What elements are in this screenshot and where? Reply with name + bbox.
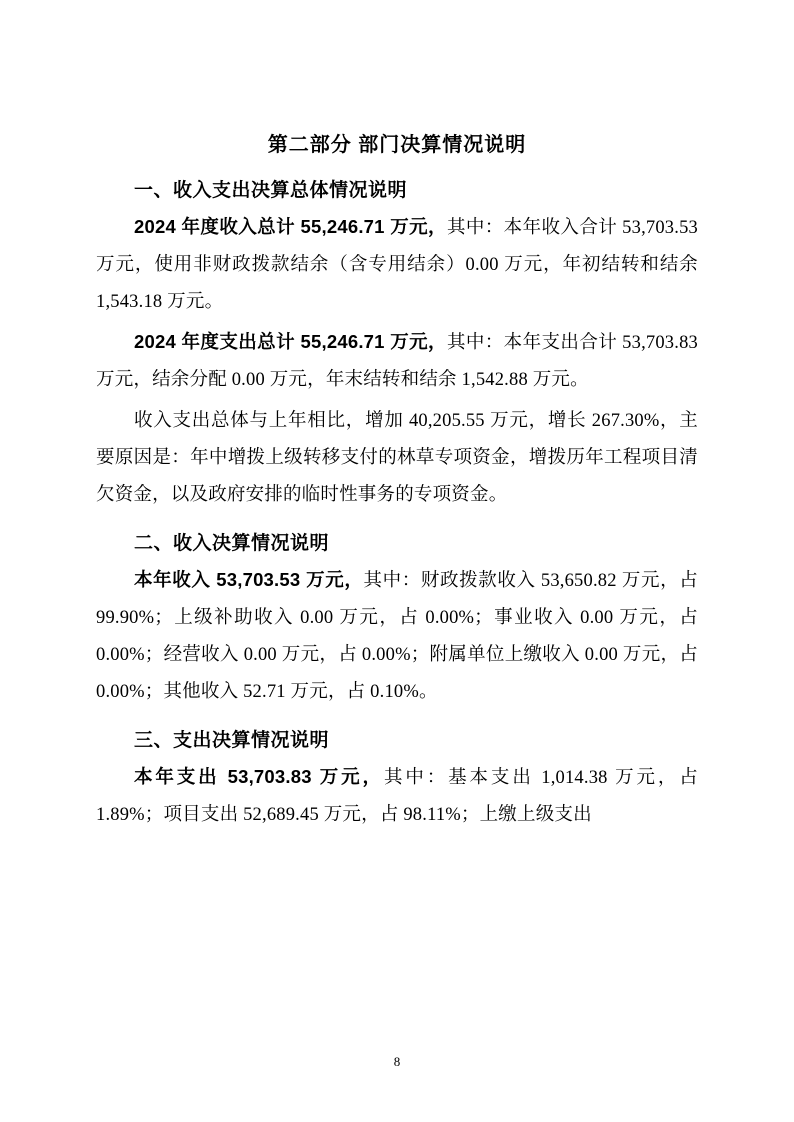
paragraph-1-2 <box>96 323 698 399</box>
paragraph-text: 其中：本年支出合计 53,703.83 万元，结余分配 0.00 万元，年末结转和结余 1,542.88 万元。 <box>96 333 698 390</box>
page-title: 第二部分 部门决算情况说明 <box>267 134 527 156</box>
paragraph-text: 其中：本年收入合计 53,703.53 万元，使用非财政拨款结余（含专用结余）0.00 万元，年初结转和结余 1,543.18 万元。 <box>96 218 698 312</box>
paragraph-lead: 本年收入 53,703.53 万元， <box>134 569 364 590</box>
paragraph-lead: 本年支出 53,703.83 万元， <box>134 766 384 787</box>
paragraph-text: 其中：财政拨款收入 53,650.82 万元，占 99.90%；上级补助收入 0.00 万元，占 0.00%；事业收入 0.00 万元，占 0.00%；经营收入 0.00 万元，占 0.00%；附属单位上缴收入 0.00 万元，占 0.00%；其他收入 52.71 万元，占 0.10%。 <box>96 571 698 702</box>
section-heading-1: 一、收入支出决算总体情况说明 <box>134 180 408 201</box>
paragraph-1-1 <box>96 208 698 321</box>
paragraph-text: 收入支出总体与上年相比，增加 40,205.55 万元，增长 267.30%，主要原因是：年中增拨上级转移支付的林草专项资金，增拨历年工程项目清欠资金，以及政府安排的临时性事务的专项资金。 <box>96 411 698 505</box>
paragraph-3-1 <box>96 758 698 834</box>
section-heading-2: 二、收入决算情况说明 <box>134 533 330 554</box>
paragraph-1-3 <box>96 401 698 514</box>
paragraph-text: 其中：基本支出 1,014.38 万元，占 1.89%；项目支出 52,689.45 万元，占 98.11%；上缴上级支出 <box>96 768 699 825</box>
section-heading-3: 三、支出决算情况说明 <box>134 730 330 751</box>
page-number: 8 <box>393 1054 401 1069</box>
paragraph-lead: 2024 年度支出总计 55,246.71 万元， <box>134 331 447 352</box>
paragraph-2-1 <box>96 561 698 711</box>
paragraph-lead: 2024 年度收入总计 55,246.71 万元， <box>134 216 447 237</box>
